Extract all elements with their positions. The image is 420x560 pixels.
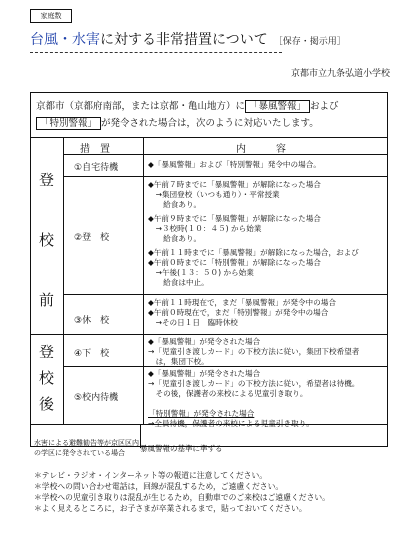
- warning-storm: 「暴風警報」: [245, 100, 310, 113]
- section-before-char-2: 校: [39, 231, 55, 249]
- content-line: は，集団下校。: [148, 357, 209, 366]
- page-title: [30, 30, 390, 52]
- grid-line: [63, 154, 388, 155]
- content-closed: [148, 298, 336, 328]
- warning-special: 「特別警報」: [36, 117, 101, 130]
- content-line: 給食あり。: [148, 234, 202, 243]
- flood-action: 暴風警報の基準に準ずる: [140, 444, 223, 453]
- content-line: ◆「暴風警報」が発令された場合: [148, 337, 261, 346]
- note-item: ＊よく見えるところに，お子さまが卒業されるまで，貼っておいてください。: [34, 504, 307, 513]
- section-after-char-3: 後: [39, 395, 55, 413]
- content-line: ◆午前９時までに「暴風警報」が解除になった場合: [148, 214, 321, 223]
- content-line: 「特別警報」が発令された場合: [148, 409, 255, 418]
- category-school-wait: ⑤校内待機: [74, 393, 119, 403]
- content-line: →「児童引き渡しカード」の下校方法に従い，集団下校希望者: [148, 347, 360, 356]
- grid-line: [143, 138, 144, 424]
- header-measure: 措 置: [80, 144, 110, 155]
- grid-line: [30, 334, 388, 335]
- document-tag: 家庭数: [30, 9, 72, 23]
- intro-mid: および: [310, 101, 339, 112]
- grid-line: [63, 138, 64, 424]
- note-item: ＊学校への問い合わせ電話は，回線が混乱するため，ご遠慮ください。: [34, 482, 284, 491]
- content-attend: [148, 180, 359, 288]
- intro-post: が発令された場合は，次のように対応いたします。: [101, 118, 319, 129]
- title-underline: [30, 52, 282, 53]
- content-line: →「児童引き渡しカード」の下校方法に従い，希望者は待機。: [148, 379, 360, 388]
- content-line: →３校時(１０：４５) から始業: [148, 224, 262, 233]
- content-line: ◆午前１１時までに「暴風警報」が解除になった場合，および: [148, 248, 359, 257]
- category-home-wait: ①自宅待機: [74, 163, 119, 173]
- flood-line: の学区に発令されている場合: [34, 449, 125, 457]
- content-home-wait: [148, 160, 321, 170]
- section-before-char-1: 登: [39, 171, 55, 189]
- intro-pre: 京都市（京都府南部，または京都・亀山地方）に: [36, 101, 246, 112]
- content-line: ◆午前１１時現在で，まだ「暴風警報」が発令中の場合: [148, 298, 336, 307]
- school-name: 京都市立九条弘道小学校: [290, 69, 390, 79]
- content-line: ◆午前０時までに「特別警報」が解除になった場合: [148, 258, 321, 267]
- content-line: →その日１日 臨時休校: [148, 318, 238, 327]
- title-subtitle: ［保存・掲示用］: [273, 37, 346, 47]
- title-rest: に対する非常措置について: [100, 32, 268, 48]
- note-item: ＊テレビ・ラジオ・インターネット等の報道に注意してください。: [34, 471, 268, 480]
- content-line: →集団登校（いつも通り）・平常授業: [148, 190, 280, 199]
- flood-line: 水害による避難勧告等が京区区内: [34, 439, 139, 447]
- content-line: 給食は中止。: [148, 278, 209, 287]
- intro-text: [36, 98, 384, 132]
- header-content: 内 容: [236, 144, 286, 155]
- content-line: [148, 399, 359, 409]
- content-line: →全員待機，保護者の来校による児童引き取り。: [148, 419, 314, 428]
- content-school-wait: [148, 369, 359, 429]
- content-line: ◆「暴風警報」が発令された場合: [148, 369, 261, 378]
- content-line: その後，保護者の来校による児童引き取り。: [148, 389, 308, 398]
- notes-list: [34, 470, 330, 514]
- intro-divider: [30, 137, 388, 138]
- section-after-char-1: 登: [39, 343, 55, 361]
- grid-line: [63, 176, 388, 177]
- content-line: ◆午前７時までに「暴風警報」が解除になった場合: [148, 180, 321, 189]
- note-item: ＊学校への児童引き取りは混乱が生じるため，自動車でのご来校はご遠慮ください。: [34, 493, 330, 502]
- flood-condition: [34, 438, 139, 458]
- category-go-home: ④下 校: [74, 349, 110, 359]
- section-before-char-3: 前: [39, 291, 55, 309]
- category-closed: ③休 校: [74, 316, 110, 326]
- grid-line: [63, 294, 388, 295]
- content-line: ◆午前０時現在で，まだ「特別警報」が発令中の場合: [148, 308, 329, 317]
- content-line: →午後(１３：５０) から始業: [148, 268, 254, 277]
- content-line: 給食あり。: [148, 200, 202, 209]
- title-highlight: 台風・水害: [30, 32, 100, 48]
- section-after-char-2: 校: [39, 369, 55, 387]
- content-go-home: [148, 337, 359, 367]
- category-attend: ②登 校: [74, 233, 110, 243]
- content-line: ◆「暴風警報」および「特別警報」発令中の場合。: [148, 160, 321, 169]
